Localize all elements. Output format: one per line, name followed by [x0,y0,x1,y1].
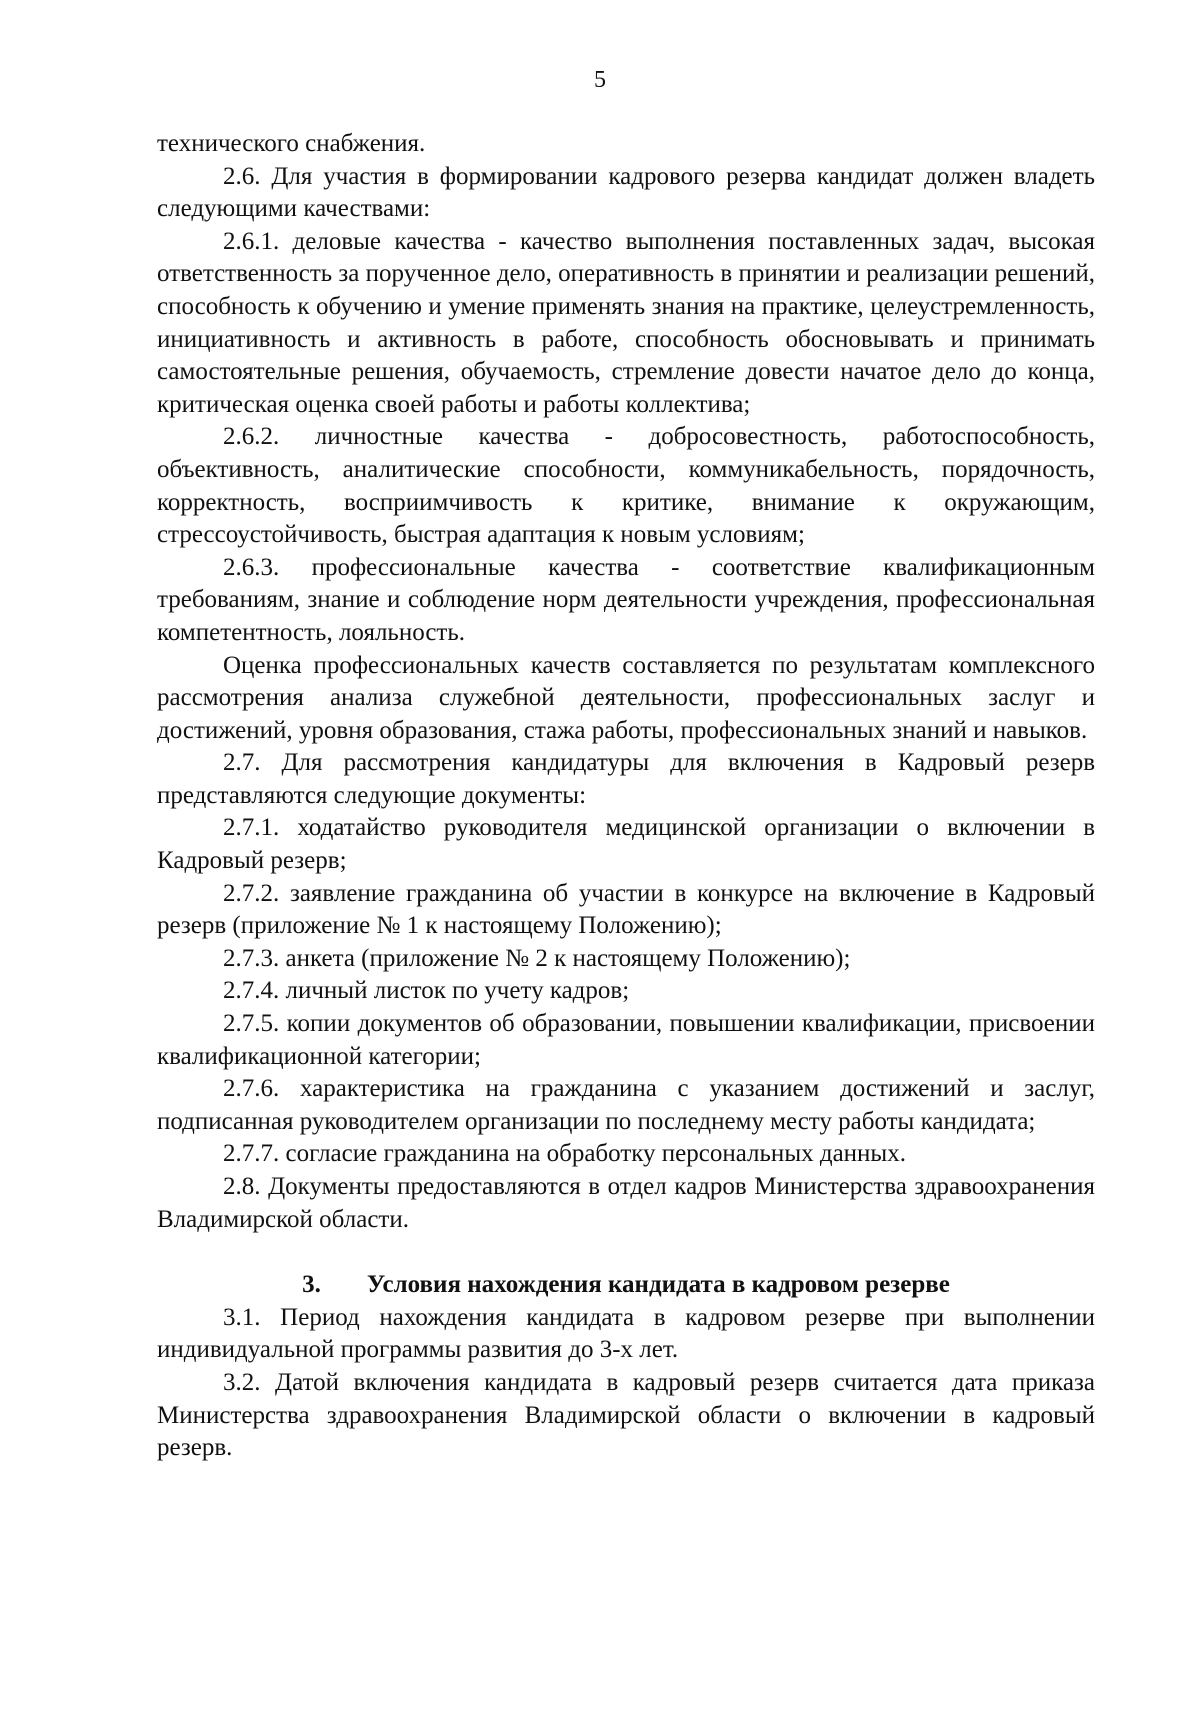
paragraph-2-7-3: 2.7.3. анкета (приложение № 2 к настоящему Положению); [223,944,851,972]
paragraph-2-7-5: 2.7.5. копии документов об образовании, повышении квалификации, присвоении квалификационной категории; [157,1010,1095,1070]
paragraph-2-7-7: 2.7.7. согласие гражданина на обработку персональных данных. [223,1140,906,1168]
paragraph-2-8: 2.8. Документы предоставляются в отдел кадров Министерства здравоохранения Владимирской области. [157,1173,1095,1233]
paragraph-2-6-2: 2.6.2. личностные качества - добросовестность, работоспособность, объективность, аналитические способности, коммуникабельность, порядочность, корректность, восприимчивость к критике, внимание к окружающим, стрессоустойчивость, быстрая адаптация к новым условиям; [157,423,1095,549]
paragraph-assessment: Оценка профессиональных качеств составляется по результатам комплексного рассмотрения анализа служебной деятельности, профессиональных заслуг и достижений, уровня образования, стажа работы, профессиональных знаний и навыков. [157,651,1095,744]
paragraph-2-6-3: 2.6.3. профессиональные качества - соответствие квалификационным требованиям, знание и соблюдение норм деятельности учреждения, профессиональная компетентность, лояльность. [157,553,1095,646]
section-title: Условия нахождения кандидата в кадровом резерве [366,1271,950,1299]
page-number: 5 [594,67,606,93]
paragraph-2-7-2: 2.7.2. заявление гражданина об участии в конкурсе на включение в Кадровый резерв (приложение № 1 к настоящему Положению); [157,879,1095,940]
paragraph-2-7: 2.7. Для рассмотрения кандидатуры для включения в Кадровый резерв представляются следующие документы: [157,749,1095,809]
section-heading-3 [157,1269,1095,1302]
paragraph-2-6-1: 2.6.1. деловые качества - качество выполнения поставленных задач, высокая ответственность за порученное дело, оперативность в принятии и реализации решений, способность к обучению и умение применять знания на практике, целеустремленность, инициативность и активность в работе, способность обосновывать и принимать самостоятельные решения, обучаемость, стремление довести начатое дело до конца, критическая оценка своей работы и работы коллектива; [157,227,1095,418]
paragraph-continuation: технического снабжения. [157,130,426,157]
paragraph-2-7-6: 2.7.6. характеристика на гражданина с указанием достижений и заслуг, подписанная руководителем организации по последнему месту работы кандидата; [157,1075,1095,1135]
paragraph-2-7-1: 2.7.1. ходатайство руководителя медицинской организации о включении в Кадровый резерв; [157,814,1095,875]
paragraph-2-6: 2.6. Для участия в формировании кадрового резерва кандидат должен владеть следующими качествами: [157,162,1095,223]
paragraph-3-2: 3.2. Датой включения кандидата в кадровый резерв считается дата приказа Министерства здравоохранения Владимирской области о включении в кадровый резерв. [157,1368,1095,1462]
paragraph-3-1: 3.1. Период нахождения кандидата в кадровом резерве при выполнении индивидуальной программы развития до 3-х лет. [157,1303,1095,1364]
paragraph-2-7-4: 2.7.4. личный листок по учету кадров; [223,977,630,1005]
document-body [157,128,1095,1465]
section-number: 3. [302,1271,321,1299]
